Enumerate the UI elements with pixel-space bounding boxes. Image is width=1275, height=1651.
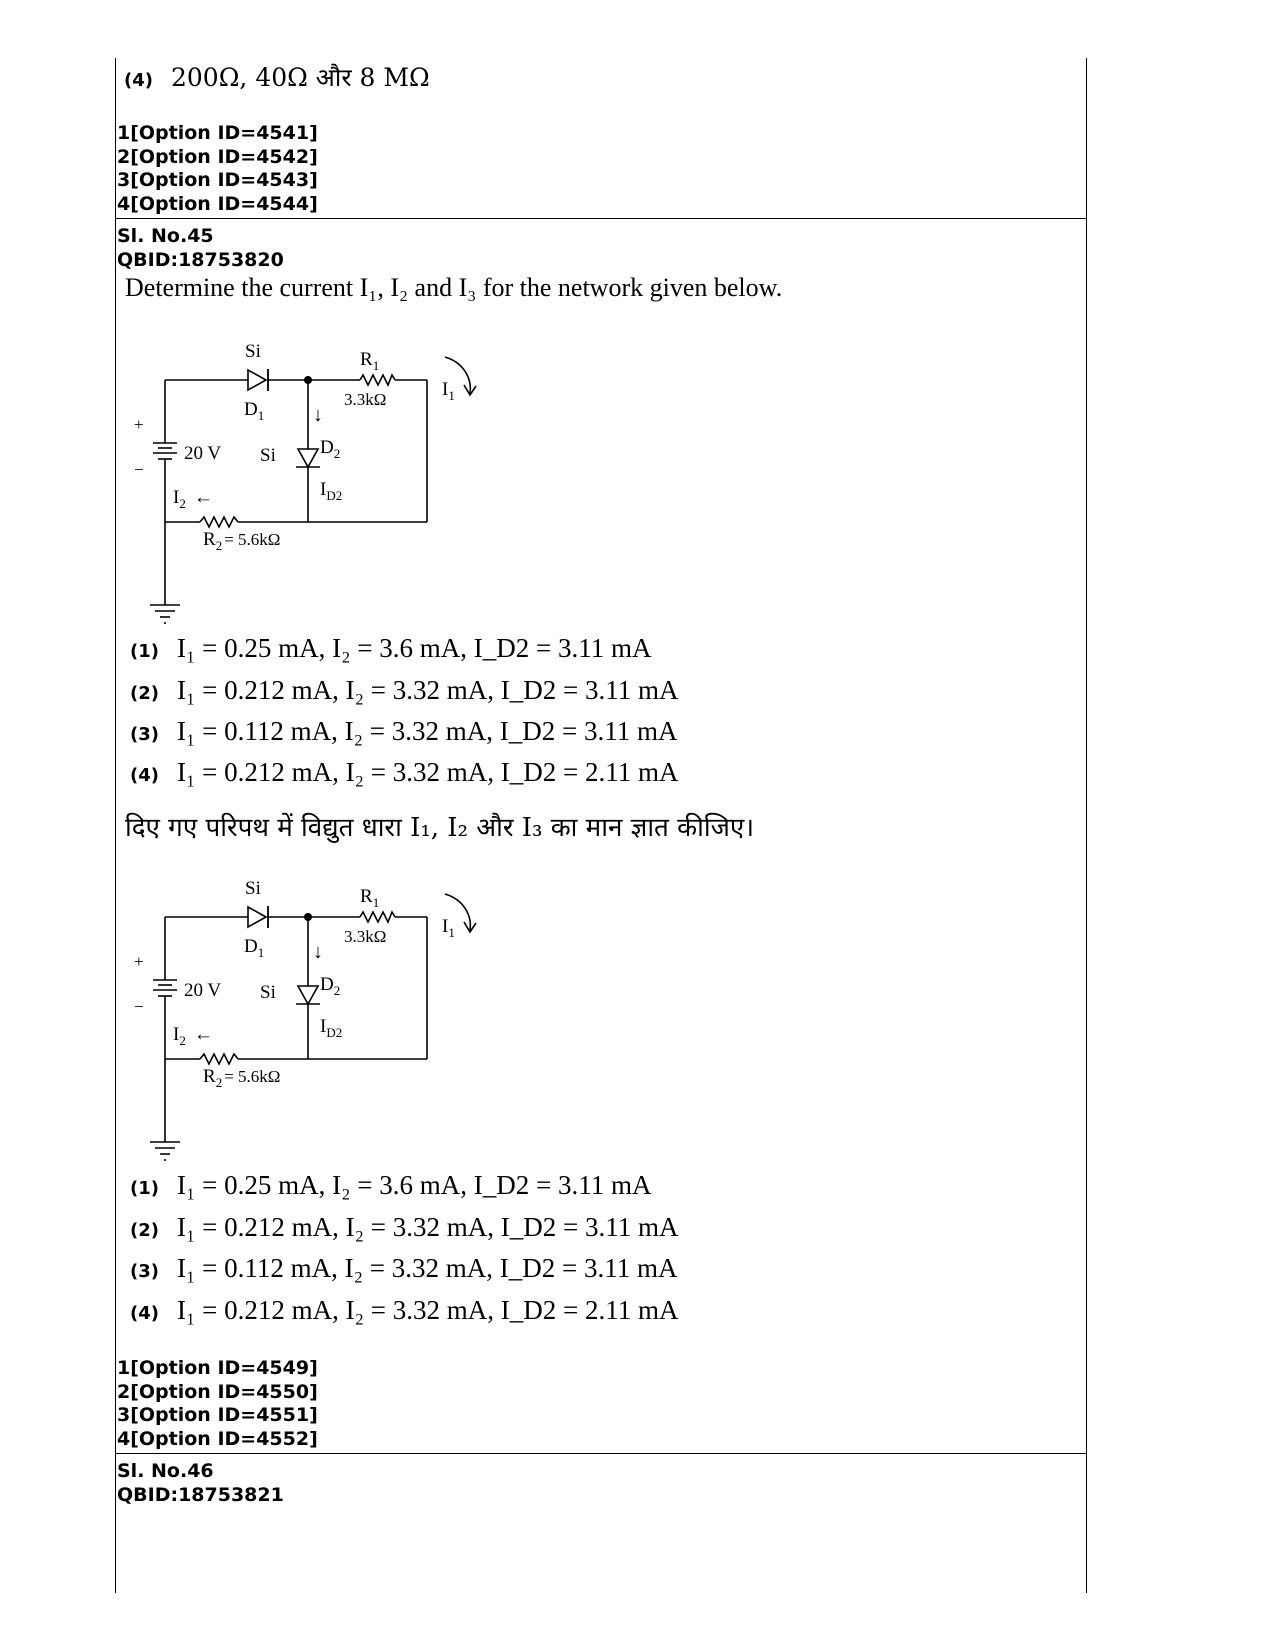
i2-label: $I_2$ ←	[173, 1024, 213, 1048]
r2-label: $R_2 = 5.6k\Omega$	[203, 1066, 281, 1090]
next-question-header	[117, 1460, 284, 1507]
option-id: 4[Option ID=4552]	[117, 1427, 318, 1450]
option-id: 3[Option ID=4543]	[117, 169, 318, 191]
d2-label: $D_2$	[320, 437, 341, 461]
option-id: 2[Option ID=4550]	[117, 1380, 318, 1403]
option-row	[130, 1170, 651, 1210]
option-id: 3[Option ID=4551]	[117, 1404, 318, 1426]
id2-label: $I_{D2}$	[320, 1016, 343, 1040]
plus-sign: +	[134, 415, 144, 434]
plus-sign: +	[134, 952, 144, 971]
option-number: (1)	[130, 1178, 159, 1199]
option-text: I₁ = 0.112 mA, I₂ = 3.32 mA, I_D2 = 3.11 mA	[176, 1253, 678, 1283]
qbid: QBID:18753821	[117, 1483, 284, 1506]
option-row	[130, 716, 677, 756]
d2-type-label: Si	[260, 982, 276, 1003]
option-text: I₁ = 0.212 mA, I₂ = 3.32 mA, I_D2 = 3.11 mA	[176, 1212, 679, 1242]
r1-label: $R_1$	[360, 349, 380, 373]
option-row	[130, 757, 678, 797]
option-number: (4)	[130, 765, 159, 786]
option-number: (1)	[130, 641, 159, 662]
option-text: I₁ = 0.25 mA, I₂ = 3.6 mA, I_D2 = 3.11 mA	[176, 633, 652, 663]
option-row	[130, 1253, 677, 1293]
option-number: (3)	[130, 1261, 159, 1282]
prev-last-option	[124, 60, 430, 94]
d1-label: $D_1$	[244, 399, 265, 423]
option-number: (4)	[124, 70, 153, 91]
option-text: 200Ω, 40Ω और 8 MΩ	[170, 63, 430, 92]
row-divider	[115, 1453, 1087, 1454]
i2-label: $I_2$ ←	[173, 487, 213, 511]
i1-label: $I_1$	[442, 916, 455, 940]
option-number: (3)	[130, 724, 159, 745]
i1-label: $I_1$	[442, 379, 455, 403]
source-voltage: 20 V	[184, 980, 222, 1001]
circuit-diagram	[120, 335, 500, 635]
question-stem-english: Determine the current I₁, I₂ and I₃ for the network given below.	[125, 273, 783, 302]
circuit-diagram-hindi	[120, 872, 500, 1172]
question-header	[117, 225, 284, 272]
option-id: 1[Option ID=4541]	[117, 122, 318, 144]
d2-type-label: Si	[260, 445, 276, 466]
source-voltage: 20 V	[184, 443, 222, 464]
r1-value: 3.3kΩ	[344, 927, 387, 946]
option-number: (2)	[130, 683, 159, 704]
option-text: I₁ = 0.212 mA, I₂ = 3.32 mA, I_D2 = 2.11 mA	[176, 757, 679, 787]
option-row	[130, 675, 678, 715]
option-number: (4)	[130, 1303, 159, 1324]
id2-label: $I_{D2}$	[320, 479, 343, 503]
r1-value: 3.3kΩ	[344, 390, 387, 409]
qbid: QBID:18753820	[117, 248, 284, 271]
option-text: I₁ = 0.212 mA, I₂ = 3.32 mA, I_D2 = 2.11 mA	[176, 1295, 679, 1325]
option-id: 1[Option ID=4549]	[117, 1357, 318, 1379]
option-text: I₁ = 0.112 mA, I₂ = 3.32 mA, I_D2 = 3.11 mA	[176, 716, 678, 746]
r1-label: $R_1$	[360, 886, 380, 910]
prev-option-id-list	[117, 122, 318, 216]
option-number: (2)	[130, 1220, 159, 1241]
d2-label: $D_2$	[320, 974, 341, 998]
minus-sign: −	[134, 997, 144, 1016]
r2-label: $R_2 = 5.6k\Omega$	[203, 529, 281, 553]
option-id: 4[Option ID=4544]	[117, 192, 318, 215]
serial-number: Sl. No.45	[117, 225, 214, 247]
option-id-list	[117, 1357, 318, 1451]
d1-type-label: Si	[245, 341, 261, 362]
option-id: 2[Option ID=4542]	[117, 145, 318, 168]
d1-type-label: Si	[245, 878, 261, 899]
question-stem-hindi: दिए गए परिपथ में विद्युत धारा I₁, I₂ और I₃ का मान ज्ञात कीजिए।	[125, 813, 755, 843]
option-text: I₁ = 0.212 mA, I₂ = 3.32 mA, I_D2 = 3.11 mA	[176, 675, 679, 705]
option-row	[130, 1295, 678, 1335]
option-row	[130, 1212, 678, 1252]
down-arrow-icon: ↓	[313, 941, 323, 963]
option-text: I₁ = 0.25 mA, I₂ = 3.6 mA, I_D2 = 3.11 mA	[176, 1170, 652, 1200]
row-divider	[115, 218, 1087, 219]
down-arrow-icon: ↓	[313, 404, 323, 426]
minus-sign: −	[134, 460, 144, 479]
d1-label: $D_1$	[244, 936, 265, 960]
option-row	[130, 633, 651, 673]
serial-number: Sl. No.46	[117, 1460, 214, 1482]
